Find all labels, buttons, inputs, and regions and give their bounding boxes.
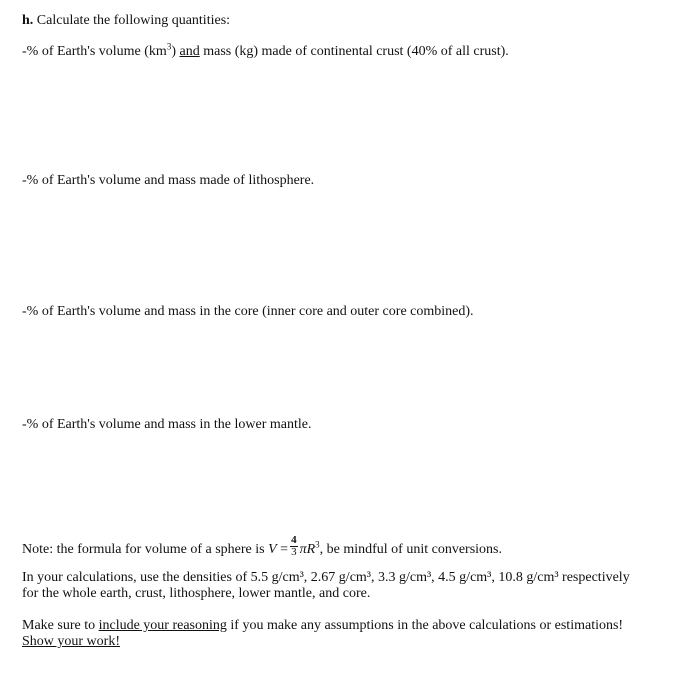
formula-lhs: V xyxy=(268,542,277,557)
heading-prefix: h. xyxy=(22,13,34,28)
formula-exponent: 3 xyxy=(315,539,320,550)
q1-text-b: ) xyxy=(171,44,180,59)
reminder-text-b: if you make any assumptions in the above calculations or estimations! xyxy=(226,618,624,633)
densities-line-2: for the whole earth, crust, lithosphere, lower mantle, and core. xyxy=(22,586,371,601)
densities-line-1: In your calculations, use the densities of 5.5 g/cm³, 2.67 g/cm³, 3.3 g/cm³, 4.5 g/cm³, 10.8 g/cm³ respectively xyxy=(22,570,630,585)
show-your-work: Show your work! xyxy=(22,634,120,649)
include-reasoning-underlined: include your reasoning xyxy=(98,618,227,633)
reasoning-reminder xyxy=(22,618,623,634)
q1-text-a: -% of Earth's volume (km xyxy=(22,44,167,59)
fraction-numerator: 4 xyxy=(291,534,297,547)
note-prefix: Note: the formula for volume of a sphere is xyxy=(22,542,269,557)
formula-rhs: πR xyxy=(299,542,316,557)
heading-text: Calculate the following quantities: xyxy=(33,13,231,28)
question-heading xyxy=(22,13,230,29)
reminder-text-a: Make sure to xyxy=(22,618,99,633)
question-core: -% of Earth's volume and mass in the core (inner core and outer core combined). xyxy=(22,304,474,319)
question-continental-crust xyxy=(22,41,509,60)
fraction-denominator: 3 xyxy=(291,546,297,559)
q1-text-c: mass (kg) made of continental crust (40% of all crust). xyxy=(199,44,509,59)
q1-underlined-and: and xyxy=(179,44,200,59)
note-suffix: , be mindful of unit conversions. xyxy=(319,542,503,557)
question-lower-mantle: -% of Earth's volume and mass in the lower mantle. xyxy=(22,417,312,432)
formula-equals: = xyxy=(276,542,289,557)
formula-fraction xyxy=(290,535,298,558)
sphere-volume-note xyxy=(22,535,502,565)
q1-superscript: 3 xyxy=(166,41,172,52)
question-lithosphere: -% of Earth's volume and mass made of lithosphere. xyxy=(22,173,315,188)
